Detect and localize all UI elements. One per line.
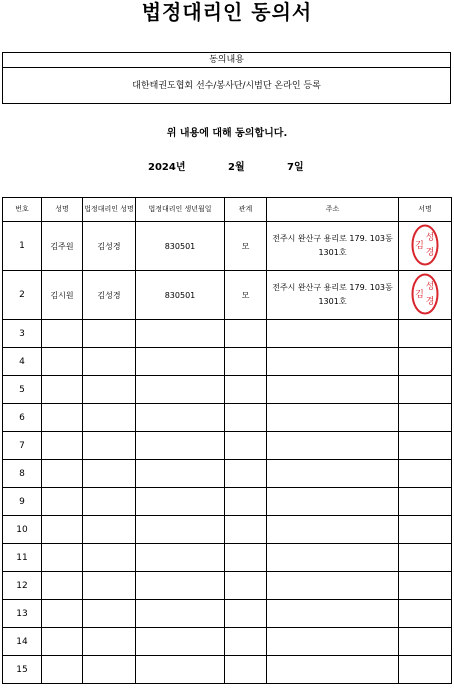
cell-guardian-birth [136, 460, 225, 488]
cell-guardian-name [83, 460, 136, 488]
cell-name [42, 460, 83, 488]
cell-guardian-name [83, 600, 136, 628]
cell-relation [225, 544, 267, 572]
document-title: 법정대리인 동의서 [141, 0, 313, 24]
cell-relation [225, 348, 267, 376]
table-row [3, 376, 452, 404]
svg-text:김: 김 [415, 290, 424, 300]
cell-num: 4 [3, 348, 42, 376]
cell-address [267, 376, 399, 404]
table-row [3, 271, 452, 320]
table-row [3, 656, 452, 684]
cell-relation [225, 376, 267, 404]
cell-name [42, 656, 83, 684]
cell-relation [225, 404, 267, 432]
cell-guardian-name [83, 404, 136, 432]
cell-relation [225, 488, 267, 516]
cell-num: 7 [3, 432, 42, 460]
cell-name [42, 628, 83, 656]
cell-guardian-name [83, 488, 136, 516]
seal-stamp-icon [411, 224, 439, 266]
cell-guardian-name: 김성경 [83, 222, 136, 271]
cell-num: 2 [3, 271, 42, 320]
cell-name [42, 488, 83, 516]
svg-text:성: 성 [425, 282, 435, 292]
cell-address [267, 516, 399, 544]
table-row [3, 600, 452, 628]
cell-guardian-birth [136, 600, 225, 628]
table-row [3, 572, 452, 600]
seal-stamp-icon [411, 273, 439, 315]
cell-address [267, 572, 399, 600]
cell-signature [399, 516, 452, 544]
cell-num: 8 [3, 460, 42, 488]
cell-signature [399, 656, 452, 684]
cell-name [42, 376, 83, 404]
cell-name [42, 516, 83, 544]
cell-signature [399, 600, 452, 628]
cell-relation [225, 628, 267, 656]
header-relation: 관계 [225, 198, 267, 222]
cell-num: 14 [3, 628, 42, 656]
cell-relation [225, 656, 267, 684]
cell-guardian-birth [136, 488, 225, 516]
cell-name [42, 572, 83, 600]
date-year: 2024년 [148, 162, 186, 173]
consent-box [2, 52, 451, 104]
cell-address [267, 460, 399, 488]
cell-address [267, 348, 399, 376]
cell-name [42, 432, 83, 460]
cell-signature [399, 222, 452, 271]
cell-address: 전주시 완산구 용리로 179. 103동 1301호 [267, 222, 399, 271]
cell-signature [399, 628, 452, 656]
cell-guardian-birth: 830501 [136, 222, 225, 271]
cell-num: 6 [3, 404, 42, 432]
cell-name [42, 320, 83, 348]
cell-guardian-birth [136, 404, 225, 432]
cell-guardian-name [83, 432, 136, 460]
cell-guardian-birth [136, 628, 225, 656]
cell-address [267, 320, 399, 348]
header-guardian-birth: 법정대리인 생년월일 [136, 198, 225, 222]
cell-signature [399, 271, 452, 320]
consent-content: 대한태권도협회 선수/봉사단/시범단 온라인 등록 [132, 81, 321, 91]
svg-text:경: 경 [425, 297, 435, 307]
cell-guardian-name [83, 628, 136, 656]
cell-guardian-birth [136, 572, 225, 600]
cell-guardian-name [83, 348, 136, 376]
cell-num: 15 [3, 656, 42, 684]
cell-num: 13 [3, 600, 42, 628]
cell-guardian-birth [136, 320, 225, 348]
cell-relation: 모 [225, 222, 267, 271]
cell-signature [399, 376, 452, 404]
cell-guardian-birth [136, 516, 225, 544]
cell-name [42, 348, 83, 376]
cell-address [267, 628, 399, 656]
cell-address [267, 404, 399, 432]
cell-address [267, 656, 399, 684]
cell-name [42, 600, 83, 628]
cell-name [42, 544, 83, 572]
svg-text:김: 김 [415, 241, 424, 251]
cell-num: 10 [3, 516, 42, 544]
cell-signature [399, 404, 452, 432]
svg-text:성: 성 [425, 233, 435, 243]
cell-signature [399, 572, 452, 600]
cell-num: 11 [3, 544, 42, 572]
cell-guardian-birth: 830501 [136, 271, 225, 320]
cell-relation: 모 [225, 271, 267, 320]
cell-signature [399, 544, 452, 572]
table-row [3, 488, 452, 516]
cell-guardian-birth [136, 376, 225, 404]
cell-guardian-birth [136, 432, 225, 460]
cell-address [267, 488, 399, 516]
table-row [3, 460, 452, 488]
table-row [3, 432, 452, 460]
cell-address: 전주시 완산구 용리로 179. 103동 1301호 [267, 271, 399, 320]
cell-signature [399, 488, 452, 516]
cell-relation [225, 572, 267, 600]
date-day: 7일 [287, 162, 304, 173]
cell-num: 5 [3, 376, 42, 404]
date-month: 2월 [228, 162, 245, 173]
cell-num: 3 [3, 320, 42, 348]
cell-guardian-name [83, 572, 136, 600]
header-name: 성명 [42, 198, 83, 222]
guardian-table [2, 197, 452, 684]
consent-header: 동의내용 [3, 53, 450, 68]
cell-guardian-birth [136, 544, 225, 572]
header-signature: 서명 [399, 198, 452, 222]
table-row [3, 404, 452, 432]
table-row [3, 544, 452, 572]
cell-signature [399, 348, 452, 376]
table-row [3, 320, 452, 348]
cell-guardian-name: 김성경 [83, 271, 136, 320]
cell-relation [225, 320, 267, 348]
cell-address [267, 600, 399, 628]
cell-name: 김주원 [42, 222, 83, 271]
cell-name [42, 404, 83, 432]
cell-guardian-birth [136, 348, 225, 376]
cell-address [267, 432, 399, 460]
cell-relation [225, 432, 267, 460]
agreement-statement: 위 내용에 대해 동의합니다. [166, 128, 288, 139]
cell-signature [399, 432, 452, 460]
cell-guardian-name [83, 320, 136, 348]
header-address: 주소 [267, 198, 399, 222]
table-row [3, 628, 452, 656]
cell-guardian-birth [136, 656, 225, 684]
cell-num: 1 [3, 222, 42, 271]
cell-signature [399, 320, 452, 348]
cell-num: 9 [3, 488, 42, 516]
table-header-row [3, 198, 452, 222]
table-row [3, 516, 452, 544]
header-num: 번호 [3, 198, 42, 222]
cell-guardian-name [83, 544, 136, 572]
cell-relation [225, 600, 267, 628]
cell-guardian-name [83, 516, 136, 544]
table-row [3, 348, 452, 376]
cell-guardian-name [83, 376, 136, 404]
cell-relation [225, 460, 267, 488]
svg-text:경: 경 [425, 248, 435, 258]
cell-guardian-name [83, 656, 136, 684]
cell-relation [225, 516, 267, 544]
cell-address [267, 544, 399, 572]
cell-signature [399, 460, 452, 488]
table-row [3, 222, 452, 271]
cell-num: 12 [3, 572, 42, 600]
cell-name: 김시원 [42, 271, 83, 320]
header-guardian-name: 법정대리인 성명 [83, 198, 136, 222]
